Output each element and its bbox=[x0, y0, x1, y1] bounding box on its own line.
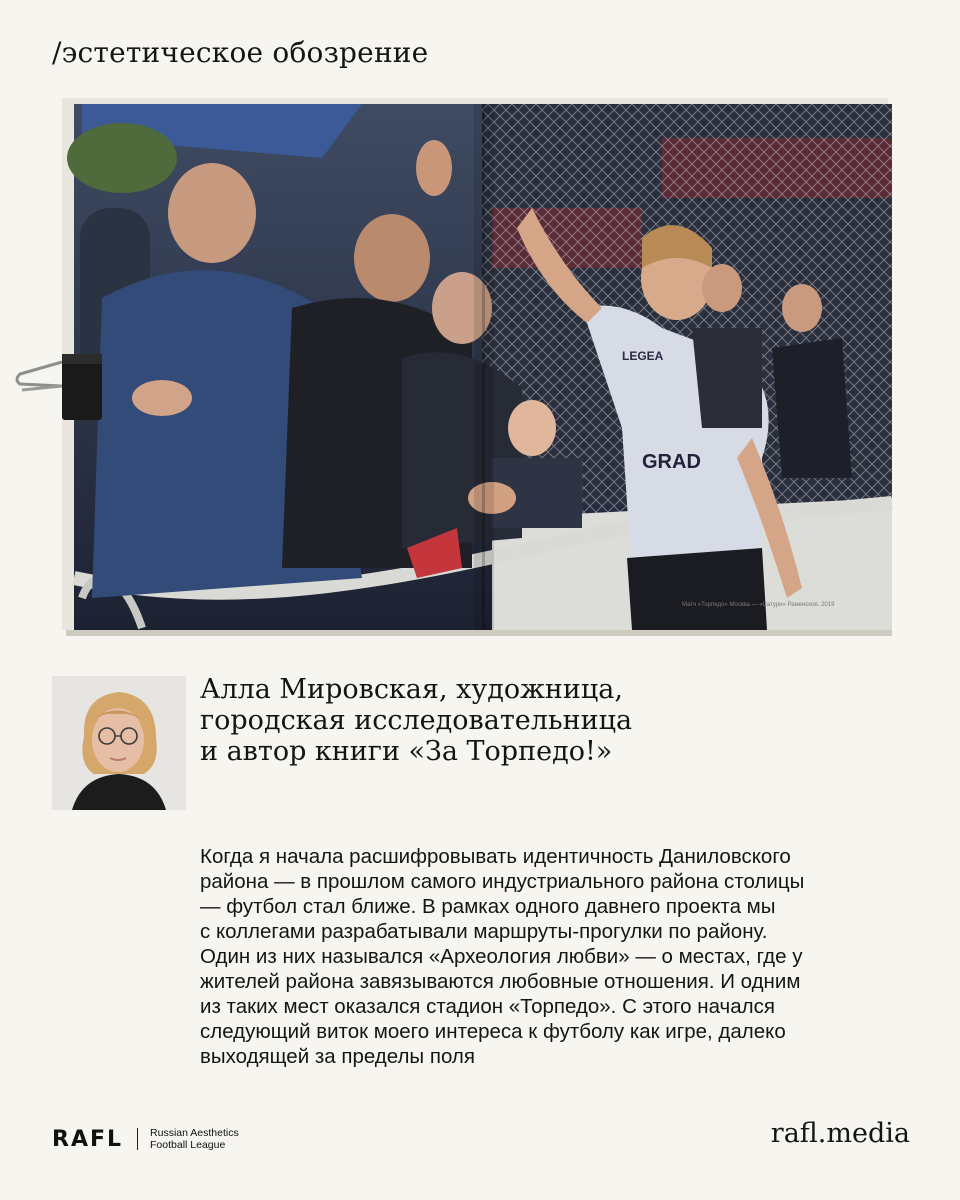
quote-line: следующий виток моего интереса к футболу как игре, далеко bbox=[200, 1020, 786, 1043]
jersey-text: GRAD bbox=[642, 451, 701, 473]
photo-caption: Матч «Торпедо» Москва — «Сатурн» Раменское. 2019 bbox=[682, 602, 835, 608]
logo-divider bbox=[137, 1128, 138, 1150]
logo-subtitle bbox=[150, 1127, 239, 1151]
jersey-sponsor: LEGEA bbox=[622, 349, 664, 363]
book-photo-spread bbox=[62, 98, 894, 638]
author-caption-line: и автор книги «За Торпедо!» bbox=[200, 736, 613, 767]
quote-line: жителей района завязываются любовные отношения. И одним bbox=[200, 970, 801, 993]
quote-line: района — в прошлом самого индустриального района столицы bbox=[200, 870, 805, 893]
quote-line: Когда я начала расшифровывать идентичность Даниловского bbox=[200, 845, 791, 868]
quote-line: выходящей за пределы поля bbox=[200, 1045, 475, 1068]
quote-line: Один из них назывался «Археология любви» — о местах, где у bbox=[200, 945, 803, 968]
binder-clip-icon bbox=[12, 346, 112, 426]
quote-line: с коллегами разрабатывали маршруты-прогулки по району. bbox=[200, 920, 768, 943]
author-caption-line: Алла Мировская, художница, bbox=[200, 674, 623, 705]
author-photo bbox=[52, 676, 186, 810]
logo-subtitle-line: Football League bbox=[150, 1139, 226, 1151]
site-link[interactable]: rafl.media bbox=[770, 1118, 910, 1149]
logo-subtitle-line: Russian Aesthetics bbox=[150, 1127, 239, 1139]
section-title: /эстетическое обозрение bbox=[52, 36, 429, 69]
rafl-logo[interactable] bbox=[52, 1124, 239, 1154]
quote-line: — футбол стал ближе. В рамках одного давнего проекта мы bbox=[200, 895, 776, 918]
quote-line: из таких мест оказался стадион «Торпедо». С этого начался bbox=[200, 995, 775, 1018]
author-caption bbox=[200, 674, 680, 767]
author-quote bbox=[200, 844, 920, 1069]
author-caption-line: городская исследовательница bbox=[200, 705, 633, 736]
rafl-logo-mark: RAFL bbox=[52, 1126, 124, 1152]
